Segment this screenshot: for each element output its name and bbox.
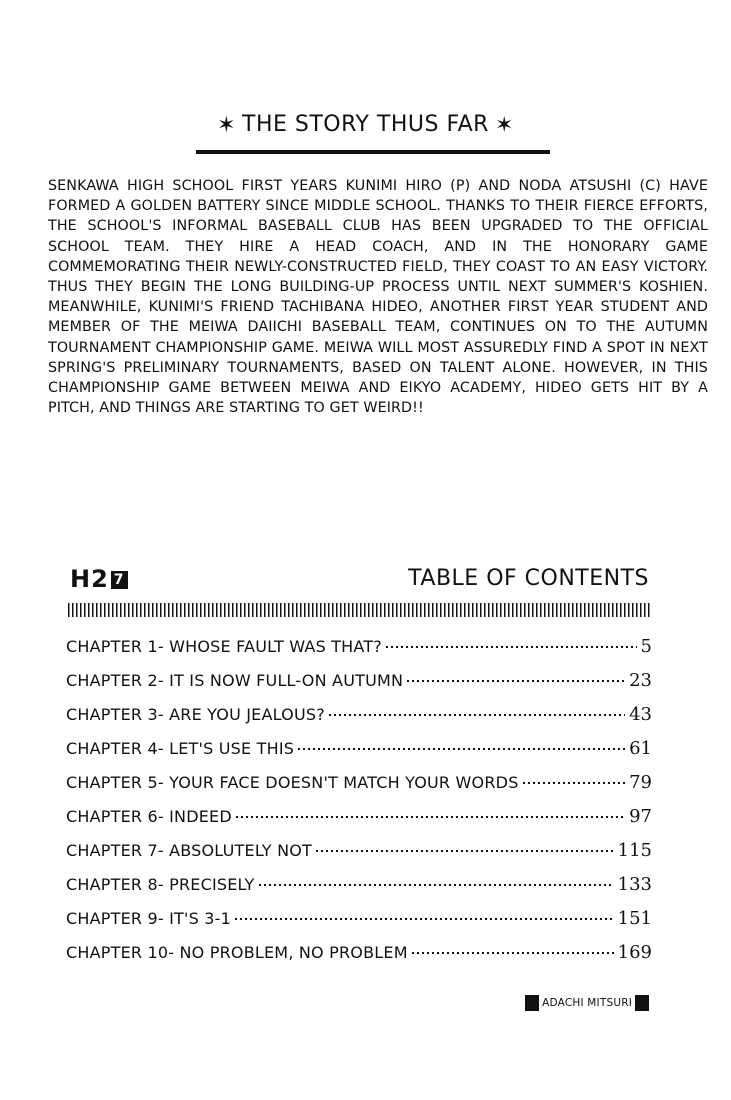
author-name: ADACHI MITSURI — [542, 997, 632, 1009]
chapter-page: 5 — [640, 636, 652, 657]
chapter-title: CHAPTER 9- IT'S 3-1 — [66, 909, 231, 928]
toc-entry — [66, 704, 652, 738]
star-icon: ✶ — [217, 113, 237, 138]
black-block — [525, 995, 539, 1011]
dot-leader — [407, 680, 625, 682]
toc-entry — [66, 874, 652, 908]
toc-entry — [66, 908, 652, 942]
author-credit — [525, 995, 649, 1011]
dot-leader — [235, 918, 614, 920]
toc-entry — [66, 670, 652, 704]
chapter-page: 79 — [629, 772, 652, 793]
dot-leader — [259, 884, 614, 886]
black-block — [635, 995, 649, 1011]
toc-entry — [66, 806, 652, 840]
chapter-page: 151 — [617, 908, 652, 929]
story-header — [0, 112, 731, 137]
chapter-page: 133 — [617, 874, 652, 895]
chapter-title: CHAPTER 6- INDEED — [66, 807, 232, 826]
toc-divider — [68, 603, 652, 617]
chapter-page: 97 — [629, 806, 652, 827]
story-title-underline — [196, 150, 550, 154]
chapter-title: CHAPTER 4- LET'S USE THIS — [66, 739, 295, 758]
dot-leader — [386, 646, 637, 648]
chapter-title: CHAPTER 1- WHOSE FAULT WAS THAT? — [66, 637, 382, 656]
story-title: THE STORY THUS FAR — [242, 112, 489, 137]
chapter-title: CHAPTER 7- ABSOLUTELY NOT — [66, 841, 313, 860]
dot-leader — [298, 748, 625, 750]
chapter-title: CHAPTER 5- YOUR FACE DOESN'T MATCH YOUR WORDS — [66, 773, 519, 792]
dot-leader — [236, 816, 625, 818]
chapter-page: 115 — [617, 840, 652, 861]
chapter-title: CHAPTER 8- PRECISELY — [66, 875, 255, 894]
dot-leader — [412, 952, 614, 954]
chapter-page: 169 — [617, 942, 652, 963]
dot-leader — [329, 714, 625, 716]
toc-title: TABLE OF CONTENTS — [408, 566, 649, 591]
volume-number: 7 — [111, 571, 128, 589]
story-summary: SENKAWA HIGH SCHOOL FIRST YEARS KUNIMI HIRO (P) AND NODA ATSUSHI (C) HAVE FORMED A GOLDEN BATTERY SINCE MIDDLE SCHOOL. THANKS TO THEIR FIERCE EFFORTS, THE SCHOOL'S INFORMAL BASEBALL CLUB HAS BEEN UPGRADED TO THE OFFICIAL SCHOOL TEAM. THEY HIRE A HEAD COACH, AND IN THE HONORARY GAME COMMEMORATING THEIR NEWLY-CONSTRUCTED FIELD, THEY COAST TO AN EASY VICTORY. THUS THEY BEGIN THE LONG BUILDING-UP PROCESS UNTIL NEXT SUMMER'S KOSHIEN. MEANWHILE, KUNIMI'S FRIEND TACHIBANA HIDEO, ANOTHER FIRST YEAR STUDENT AND MEMBER OF THE MEIWA DAIICHI BASEBALL TEAM, CONTINUES ON TO THE AUTUMN TOURNAMENT CHAMPIONSHIP GAME. MEIWA WILL MOST ASSUREDLY FIND A SPOT IN NEXT SPRING'S PRELIMINARY TOURNAMENTS, BASED ON TALENT ALONE. HOWEVER, IN THIS CHAMPIONSHIP GAME BETWEEN MEIWA AND EIKYO ACADEMY, HIDEO GETS HIT BY A PITCH, AND THINGS ARE STARTING TO GET WEIRD!! — [48, 178, 708, 417]
toc-entry — [66, 636, 652, 670]
chapter-page: 61 — [629, 738, 652, 759]
chapter-page: 43 — [629, 704, 652, 725]
dot-leader — [316, 850, 614, 852]
toc-entry — [66, 840, 652, 874]
toc-entry — [66, 772, 652, 806]
chapter-title: CHAPTER 2- IT IS NOW FULL-ON AUTUMN — [66, 671, 404, 690]
series-title: H2 — [70, 565, 109, 593]
chapter-title: CHAPTER 3- ARE YOU JEALOUS? — [66, 705, 325, 724]
toc-entry — [66, 942, 652, 976]
chapter-page: 23 — [629, 670, 652, 691]
toc-list — [66, 636, 652, 976]
dot-leader — [523, 782, 626, 784]
toc-entry — [66, 738, 652, 772]
series-logo — [70, 565, 128, 593]
star-icon: ✶ — [494, 113, 514, 138]
chapter-title: CHAPTER 10- NO PROBLEM, NO PROBLEM — [66, 943, 408, 962]
